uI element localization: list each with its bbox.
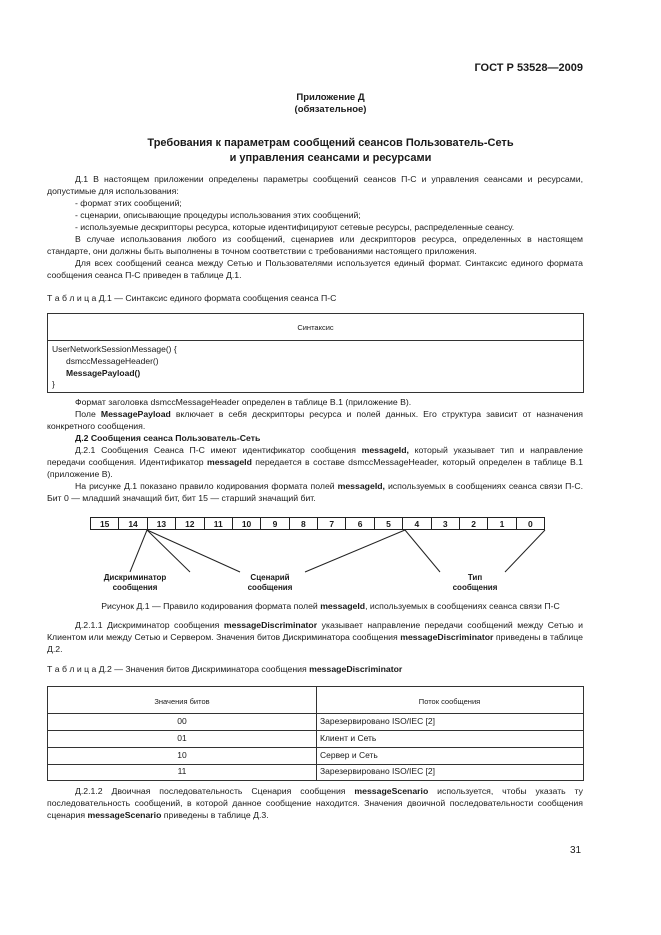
connector-line — [147, 530, 190, 572]
bit-cell: 11 — [204, 517, 232, 530]
connector-line — [305, 530, 405, 572]
syntax-line: dsmccMessageHeader() — [66, 356, 159, 366]
table2-row-divider — [48, 730, 583, 731]
bit-cell: 2 — [459, 517, 487, 530]
title-line-2: и управления сеансами и ресурсами — [229, 152, 432, 164]
bit-cell: 14 — [118, 517, 146, 530]
label-scenario — [230, 573, 310, 593]
bit-cell: 10 — [232, 517, 260, 530]
syntax-line: UserNetworkSessionMessage() { — [52, 344, 177, 354]
label-line: Тип — [467, 573, 483, 582]
table-row-flow: Сервер и Сеть — [320, 750, 378, 760]
bit-cell: 8 — [289, 517, 317, 530]
bit-cell: 0 — [516, 517, 545, 530]
bit-cell: 9 — [260, 517, 288, 530]
table1-header: Синтаксис — [297, 323, 334, 332]
bit-cell: 15 — [90, 517, 118, 530]
syntax-line: } — [52, 379, 55, 389]
bit-cell: 4 — [402, 517, 430, 530]
label-line: сообщения — [247, 583, 293, 592]
table2-row-divider — [48, 764, 583, 765]
table1-caption: Т а б л и ц а Д.1 — Синтаксис единого формата сообщения сеанса П-С — [47, 293, 337, 303]
scenario-paragraph: Д.2.1.2 Двоичная последовательность Сценария сообщения messageScenario используется, чтобы указать ту последовательность сообщений, в которой данное сообщение находится. Значения двоичной последовательности сообщения сценария messageScenario приведены в таблице Д.3. — [47, 786, 583, 820]
connector-line — [130, 530, 147, 572]
table2-row-divider — [48, 713, 583, 714]
label-line: сообщения — [452, 583, 498, 592]
table-row-flow: Клиент и Сеть — [320, 733, 377, 743]
appendix-title: Приложение Д — [296, 92, 365, 103]
syntax-line: MessagePayload() — [66, 368, 141, 378]
table2-caption: Т а б л и ц а Д.2 — Значения битов Дискриминатора сообщения messageDiscriminator — [47, 664, 403, 674]
dsmcc-paragraph: Формат заголовка dsmccMessageHeader определен в таблице В.1 (приложение В). — [75, 397, 412, 407]
intro-list-item: - сценарии, описывающие процедуры использования этих сообщений; — [75, 210, 361, 220]
connector-line — [405, 530, 440, 572]
table-row-bits: 01 — [177, 733, 187, 743]
page-number: 31 — [570, 845, 582, 856]
title-line-1: Требования к параметрам сообщений сеансов Пользователь-Сеть — [147, 137, 514, 149]
messageid-paragraph: Д.2.1 Сообщения Сеанса П-С имеют идентификатор сообщения messageId, который указывает тип и направление передачи сообщения. Идентификатор messageId передается в составе dsmccMessageHeader, который определен в таблице В.1 (приложение В). — [47, 445, 583, 479]
connector-line — [147, 530, 240, 572]
discriminator-paragraph: Д.2.1.1 Дискриминатор сообщения messageDiscriminator указывает направление передачи сообщений между Сетью и Клиентом или между Сетью и Сервером. Значения битов Дискриминатора сообщения messageDiscriminator приведены в таблице Д.2. — [47, 620, 583, 654]
table2 — [47, 686, 584, 781]
bit-cell: 12 — [175, 517, 203, 530]
intro-paragraph: Для всех сообщений сеанса между Сетью и Пользователями используется единый формат. Синтаксис единого формата сообщения сеанса П-С приведен в таблице Д.1. — [47, 258, 583, 280]
table-row-bits: 00 — [177, 716, 187, 726]
label-line: Сценарий — [250, 573, 290, 582]
table2-header-bits: Значения битов — [154, 697, 210, 706]
table2-header-flow: Поток сообщения — [418, 697, 481, 706]
bit-cell: 6 — [345, 517, 373, 530]
figure-caption: Рисунок Д.1 — Правило кодирования формата полей messageId, используемых в сообщениях сеанса связи П-С — [101, 601, 560, 611]
table-row-bits: 10 — [177, 750, 187, 760]
table-row-flow: Зарезервировано ISO/IEC [2] — [320, 716, 436, 726]
section-heading: Д.2 Сообщения сеанса Пользователь-Сеть — [75, 433, 261, 443]
discriminator-text — [47, 619, 583, 655]
intro-paragraph: Д.1 В настоящем приложении определены параметры сообщений сеансов П-С и управления сеансами и ресурсами, допустимые для использования: — [47, 174, 583, 196]
connector-line — [505, 530, 545, 572]
intro-list-item: - формат этих сообщений; — [75, 198, 182, 208]
table-row-flow: Зарезервировано ISO/IEC [2] — [320, 766, 436, 776]
label-line: Дискриминатор — [103, 573, 167, 582]
bit-cell: 7 — [317, 517, 345, 530]
bit-cell: 5 — [374, 517, 402, 530]
appendix-note: (обязательное) — [294, 104, 367, 115]
intro-list-item: - используемые дескрипторы ресурса, которые идентифицируют сетевые ресурсы, распределенные сеансу. — [75, 222, 515, 232]
bit-cell: 13 — [147, 517, 175, 530]
scenario-text — [47, 785, 583, 821]
standard-header: ГОСТ Р 53528—2009 — [474, 62, 583, 74]
table2-row-divider — [48, 747, 583, 748]
intro-paragraph: В случае использования любого из сообщений, сценариев или дескрипторов ресурса, определенных в настоящем стандарте, они должны быть выполнены в точном соответствии с требованиями настоящего приложения. — [47, 234, 583, 256]
label-type — [435, 573, 515, 593]
label-discriminator — [90, 573, 180, 593]
bit-cell: 1 — [487, 517, 515, 530]
bit-cell: 3 — [431, 517, 459, 530]
table-row-bits: 11 — [177, 766, 187, 776]
payload-paragraph: Поле MessagePayload включает в себя дескрипторы ресурса и полей данных. Его структура зависит от назначения конкретного сообщения. — [47, 409, 583, 431]
label-line: сообщения — [112, 583, 158, 592]
figure-ref-paragraph: На рисунке Д.1 показано правило кодирования формата полей messageId, используемых в сообщениях сеанса связи П-С. Бит 0 — младший значащий бит, бит 15 — старший значащий бит. — [47, 481, 584, 503]
